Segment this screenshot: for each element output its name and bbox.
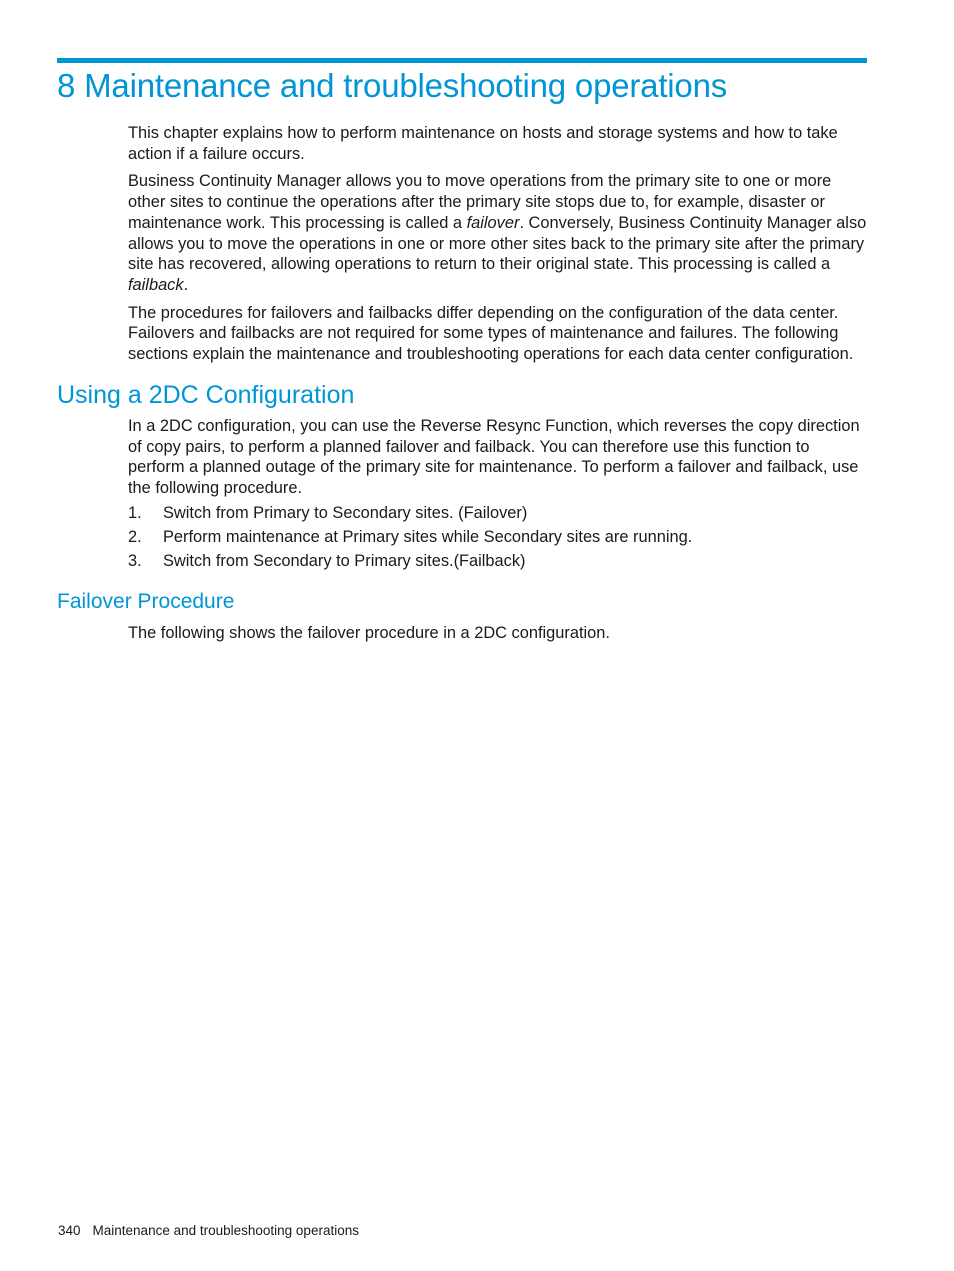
step-text: Perform maintenance at Primary sites while Secondary sites are running.	[163, 528, 693, 547]
section-title-2dc: Using a 2DC Configuration	[57, 381, 355, 409]
page-number: 340	[58, 1223, 81, 1238]
intro-paragraph-3: The procedures for failovers and failbacks differ depending on the configuration of the data center. Failovers and failbacks are not required for some types of maintenance and failures. The following sections explain the maintenance and troubleshooting operations for each data center configuration.	[128, 303, 854, 364]
running-title: Maintenance and troubleshooting operations	[92, 1223, 359, 1238]
step-number: 1.	[128, 503, 142, 522]
step-number: 2.	[128, 528, 142, 547]
step-text: Switch from Primary to Secondary sites. (Failover)	[163, 503, 528, 522]
subsection-failover-paragraph: The following shows the failover procedure in a 2DC configuration.	[128, 624, 610, 642]
procedure-steps	[128, 503, 870, 572]
step-text: Switch from Secondary to Primary sites.(Failback)	[163, 552, 526, 571]
subsection-failover-body	[128, 623, 870, 644]
section-2dc-body	[128, 416, 870, 576]
intro-paragraph-2	[128, 171, 870, 295]
failback-term: failback	[128, 275, 184, 294]
step-number: 3.	[128, 552, 142, 571]
page-footer	[58, 1222, 359, 1240]
subsection-title-failover: Failover Procedure	[57, 590, 235, 613]
chapter-intro	[128, 123, 870, 365]
section-2dc-paragraph: In a 2DC configuration, you can use the Reverse Resync Function, which reverses the copy direction of copy pairs, to perform a planned failover and failback. You can therefore use this function to perform a planned outage of the primary site for maintenance. To perform a failover and failback, use the following procedure.	[128, 417, 860, 498]
procedure-step	[128, 503, 870, 524]
failover-term: failover	[466, 213, 520, 232]
chapter-top-rule	[57, 58, 867, 63]
intro-p2-text-a: Business Continuity Manager allows you to move operations from the primary site to one or more other sites to continue the operations after the primary site stops due to, for example, disaster or maintenance work. This processing is called a	[128, 172, 832, 232]
procedure-step	[128, 551, 870, 572]
procedure-step	[128, 527, 870, 548]
chapter-title: 8 Maintenance and troubleshooting operations	[57, 67, 728, 104]
intro-paragraph-1: This chapter explains how to perform maintenance on hosts and storage systems and how to take action if a failure occurs.	[128, 124, 838, 163]
intro-p2-text-c: .	[183, 275, 189, 294]
intro-p2-text-b: . Conversely, Business Continuity Manager also allows you to move the operations in one or more other sites back to the primary site after the primary site has recovered, allowing operations to return to their original state. This processing is called a	[128, 213, 867, 274]
